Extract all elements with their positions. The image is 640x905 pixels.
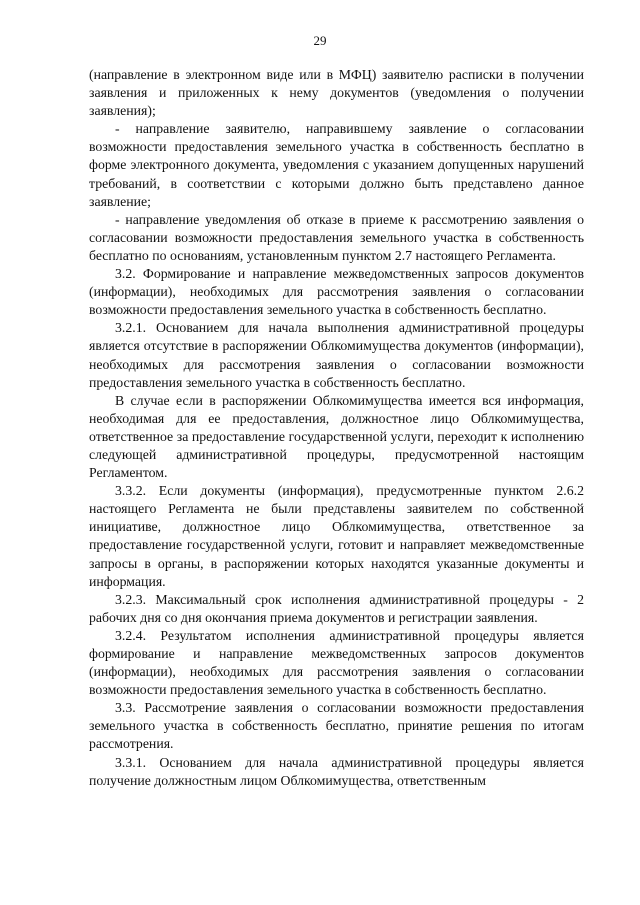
paragraph: В случае если в распоряжении Облкомимущества имеется вся информация, необходимая для ее предоставления, должностное лицо Облкомимущества, ответственное за предоставление государственной услуги, переходит к исполнению следующей административной процедуры, предусмотренной настоящим Регламентом. [89, 392, 584, 481]
paragraph: 3.2.4. Результатом исполнения административной процедуры является формирование и направление межведомственных запросов документов (информации), необходимых для рассмотрения заявления о согласовании возможности предоставления земельного участка в собственность бесплатно. [89, 627, 584, 698]
paragraph: 3.2. Формирование и направление межведомственных запросов документов (информации), необходимых для рассмотрения заявления о согласовании возможности предоставления земельного участка в собственность бесплатно. [89, 266, 584, 318]
paragraph: 3.3.1. Основанием для начала административной процедуры является получение должностным лицом Облкомимущества, ответственным [89, 754, 584, 788]
paragraph: - направление заявителю, направившему заявление о согласовании возможности предоставления земельного участка в собственность бесплатно в форме электронного документа, уведомления с указанием допущенных нарушений требований, в соответствии с которыми должно быть представлено данное заявление; [89, 121, 584, 209]
document-body [89, 66, 584, 790]
paragraph: 3.2.1. Основанием для начала выполнения административной процедуры является отсутствие в распоряжении Облкомимущества документов (информации), необходимых для рассмотрения заявления о согласовании возможности предоставления земельного участка в собственность бесплатно. [89, 320, 584, 390]
paragraph: 3.3.2. Если документы (информация), предусмотренные пунктом 2.6.2 настоящего Регламента не были представлены заявителем по собственной инициативе, должностное лицо Облкомимущества, ответственное за предоставление государственной услуги, готовит и направляет межведомственные запросы в органы, в распоряжении которых находятся указанные документы и информация. [89, 483, 584, 589]
page-number: 29 [313, 33, 327, 48]
paragraph: 3.3. Рассмотрение заявления о согласовании возможности предоставления земельного участка в собственность бесплатно, принятие решения по итогам рассмотрения. [89, 700, 584, 752]
paragraph: 3.2.3. Максимальный срок исполнения административной процедуры - 2 рабочих дня со дня окончания приема документов и регистрации заявления. [89, 591, 584, 625]
paragraph: - направление уведомления об отказе в приеме к рассмотрению заявления о согласовании возможности предоставления земельного участка в собственность бесплатно по основаниям, установленным пунктом 2.7 настоящего Регламента. [89, 211, 584, 263]
paragraph: (направление в электронном виде или в МФЦ) заявителю расписки в получении заявления и приложенных к нему документов (уведомления о получении заявления); [89, 67, 584, 119]
